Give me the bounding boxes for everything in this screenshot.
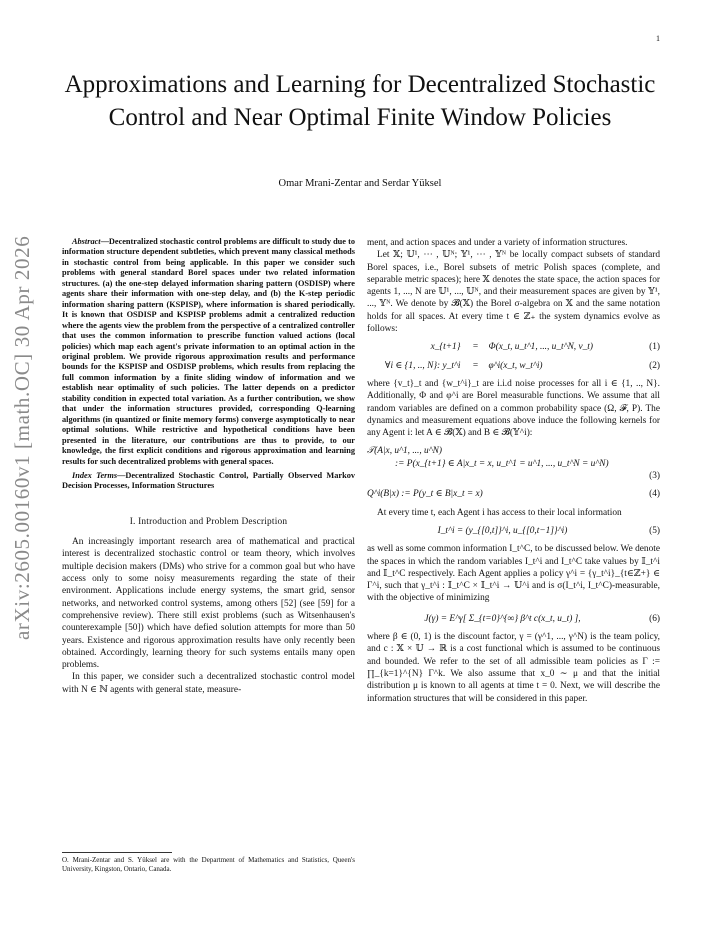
equation-3 bbox=[367, 445, 660, 482]
arxiv-stamp: arXiv:2605.00160v1 [math.OC] 30 Apr 2026 bbox=[10, 235, 34, 640]
equation-6-number: (6) bbox=[649, 613, 660, 624]
right-paragraph-5: as well as some common information I_t^C, to be discussed below. We denote the spaces in which the random variables I_t^i and I_t^C take values by 𝕀_t^i and 𝕀_t^C respectively. Each Agent applies a policy γ^i = {γ_t^i}_{t∈ℤ+} ∈ Γ^i, such that γ_t^i : 𝕀_t^C × 𝕀_t^i → 𝕌^i and is σ(I_t^i, I_t^C)-measurable, with the objective of minimizing bbox=[367, 544, 660, 604]
equation-3-line-2: := P(x_{t+1} ∈ A|x_t = x, u_t^1 = u^1, ..., u_t^N = u^N) bbox=[395, 458, 609, 469]
equation-2-number: (2) bbox=[649, 360, 660, 371]
right-paragraph-3: where {v_t}_t and {w_t^i}_t are i.i.d noise processes for all i ∈ {1, .., N}. Additionally, Φ and φ^i are Borel measurable functions. We assume that all random variables are defined on a common probability space (Ω, 𝓕, P). The dynamics and measurement equations above induce the following kernels for any Agent i: let A ∈ 𝓑(𝕏) and B ∈ 𝓑(𝕐^i): bbox=[367, 378, 660, 439]
equation-2-lhs: ∀i ∈ {1, .., N}: y_t^i bbox=[384, 360, 461, 371]
equation-5 bbox=[367, 525, 660, 537]
equation-1-number: (1) bbox=[649, 342, 660, 353]
authors: Omar Mrani-Zentar and Serdar Yüksel bbox=[278, 178, 442, 189]
equation-2-equals: = bbox=[472, 360, 479, 371]
footnote-rule bbox=[62, 852, 172, 853]
abstract-text: —Decentralized stochastic control problems are difficult to study due to information structure dependent subtleties, which prevent many classical methods in stochastic control from being applicable. In this paper we consider such problems with general standard Borel spaces under two related information structures. (a) the one-step delayed information sharing pattern (OSDISP) where agents share their information with one-step delay, and (b) the K-step periodic information sharing pattern (KSPISP), where information is shared periodically. It is known that OSDISP and KSPISP problems admit a centralized reduction where the agents view the problem from the perspective of a centralized controller that uses the common information to prescribe function valued actions (local policies) which map each agent's private information to an optimal action in the original problem. We provide rigorous approximation results and performance bounds for the KSPISP and OSDISP problems, which results from replacing the full common information by a finite sliding window of information and we establish near optimality of such policies. The latter depends on a predictor stability condition in expected total variation. As a further contribution, we show that under the information structures provided, corresponding Q-learning algorithms (in quantized or finite memory forms) converge asymptotically to near optimal solutions. While restrictive and hypothetical conditions have been presented in the literature, our contributions are thus to provide, to our knowledge, the first explicit conditions and rigorous approximation and learning results for such decentralized problems with general spaces. bbox=[62, 237, 355, 466]
equation-1-equals: = bbox=[472, 342, 479, 353]
section-title: I. Introduction and Problem Description bbox=[129, 516, 288, 527]
equation-6-body: J(γ) = E^γ[ Σ_{t=0}^{∞} β^t c(x_t, u_t) ], bbox=[424, 613, 581, 624]
equation-1 bbox=[367, 341, 660, 353]
equation-4-number: (4) bbox=[649, 489, 660, 500]
equation-2 bbox=[367, 360, 660, 372]
right-paragraph-6: where β ∈ (0, 1) is the discount factor, γ = (γ^1, ..., γ^N) is the team policy, and c : 𝕏 × 𝕌 → ℝ is a cost functional which is assumed to be continuous and bounded. We refer to the set of all admissible team policies as Γ := ∏_{k=1}^{N} Γ^k. We also assume that x_0 ∼ μ and that the initial distribution μ is known to all agents at time t = 0. Next, we will describe the information structures that will be considered in this paper. bbox=[367, 632, 660, 704]
equation-2-rhs: φ^i(x_t, w_t^i) bbox=[488, 360, 543, 371]
index-terms-lead: Index Terms bbox=[72, 470, 118, 480]
equation-1-lhs: x_{t+1} bbox=[430, 342, 461, 353]
equation-6 bbox=[367, 613, 660, 625]
equation-3-line-1: 𝒯(A|x, u^1, ..., u^N) bbox=[367, 446, 442, 457]
paper-title: Approximations and Learning for Decentralized Stochastic Control and Near Optimal Finite Window Policies bbox=[64, 71, 656, 131]
intro-paragraph-1: An increasingly important research area of mathematical and practical interest is decentralized stochastic control or team theory, which involves multiple decision makers (DMs) who strive for a common goal but who have access only to some noisy measurements regarding the state of their environment. Applications include energy systems, the smart grid, sensor networks, and networked control systems, among others [52] (see [59] for a comprehensive review). There still exist problems (such as Witsenhausen's counterexample [50]) which have defied solution attempts for more than 50 years. Existence and rigorous approximation results have only recently been obtained. Accordingly, learning theory for such systems entails many open problems. bbox=[62, 537, 355, 671]
equation-1-rhs: Φ(x_t, u_t^1, ..., u_t^N, v_t) bbox=[488, 342, 593, 353]
index-terms bbox=[62, 471, 355, 492]
right-column bbox=[367, 237, 660, 705]
equation-5-number: (5) bbox=[649, 525, 660, 536]
intro-paragraph-2: In this paper, we consider such a decentralized stochastic control model with N ∈ ℕ agents with general state, measure- bbox=[62, 672, 355, 695]
equation-5-body: I_t^i = (y_{[0,t]}^i, u_{[0,t−1]}^i) bbox=[437, 525, 568, 536]
footnote: O. Mrani-Zentar and S. Yüksel are with the Department of Mathematics and Statistics, Queen's University, Kingston, Ontario, Canada. bbox=[62, 856, 355, 873]
equation-4-body: Q^i(B|x) := P(y_t ∈ B|x_t = x) bbox=[367, 489, 483, 500]
right-paragraph-1: ment, and action spaces and under a variety of information structures. bbox=[367, 238, 628, 248]
right-paragraph-4: At every time t, each Agent i has access to their local information bbox=[377, 507, 622, 518]
left-column bbox=[62, 237, 355, 696]
equation-3-number: (3) bbox=[649, 471, 660, 482]
page-number: 1 bbox=[656, 34, 660, 43]
right-paragraph-2: Let 𝕏; 𝕌¹, ⋯ , 𝕌ᴺ; 𝕐¹, ⋯ , 𝕐ᴺ be locally compact subsets of standard Borel spaces, i.e., Borel subsets of metric Polish spaces (complete, and separable metric spaces); here 𝕏 denotes the state space, the action spaces for agents 1, ..., N are 𝕌¹, ..., 𝕌ᴺ, and their measurement spaces are given by 𝕐¹, ..., 𝕐ᴺ. We denote by 𝓑(𝕏) the Borel σ-algebra on 𝕏 and the same notation holds for all spaces. At every time t ∈ ℤ₊ the system dynamics evolve as follows: bbox=[367, 250, 660, 335]
equation-4 bbox=[367, 488, 660, 500]
index-terms-text: —Decentralized Stochastic Control, Partially Observed Markov Decision Processes, Information Structures bbox=[62, 470, 356, 491]
abstract bbox=[62, 237, 355, 467]
abstract-lead: Abstract bbox=[72, 237, 101, 246]
